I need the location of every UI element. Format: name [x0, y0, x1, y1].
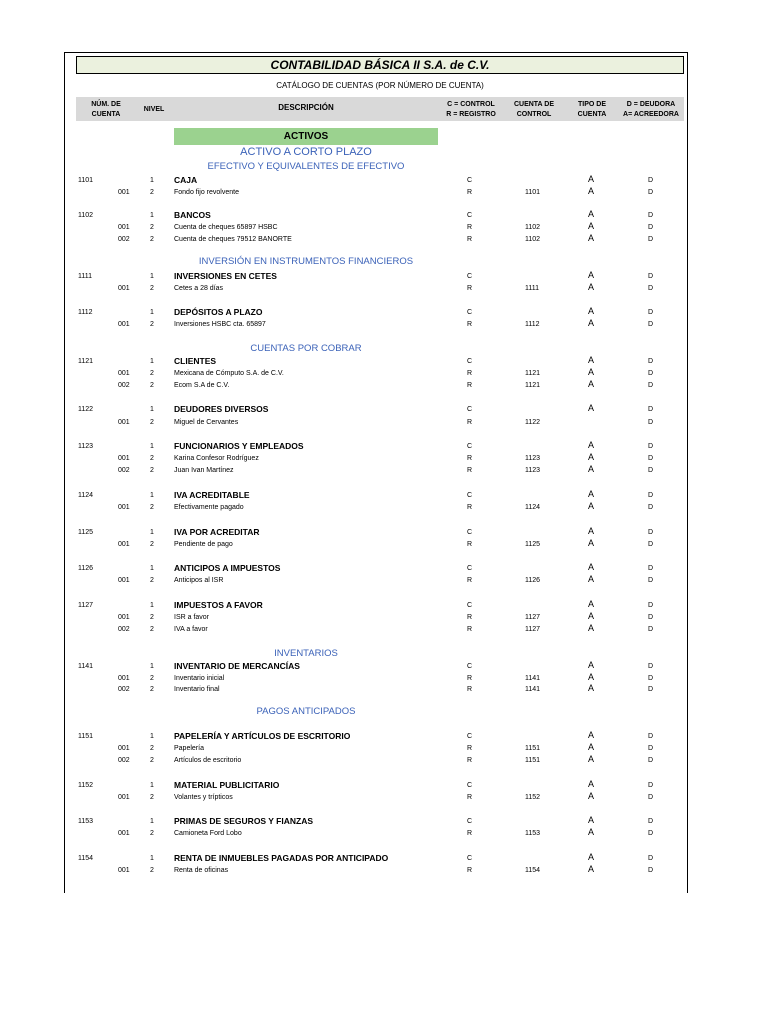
account-type: A: [588, 318, 595, 328]
account-description: BANCOS: [174, 210, 211, 220]
control-account: 1151: [525, 757, 541, 764]
account-description: IVA POR ACREDITAR: [174, 527, 260, 537]
control-registro: C: [467, 818, 473, 825]
account-type: A: [588, 852, 595, 862]
subaccount-number: 001: [118, 745, 130, 752]
account-level: 2: [150, 419, 154, 426]
account-type: A: [588, 379, 595, 389]
section-efectivo: EFECTIVO Y EQUIVALENTES DE EFECTIVO: [207, 161, 405, 172]
account-number: 1127: [78, 602, 94, 609]
subaccount-number: 002: [118, 686, 130, 693]
header-num-cuenta-line2: CUENTA: [91, 111, 121, 118]
account-level: 1: [150, 855, 154, 862]
subaccount-number: 002: [118, 382, 130, 389]
subaccount-number: 001: [118, 614, 130, 621]
account-level: 1: [150, 358, 154, 365]
subaccount-number: 001: [118, 830, 130, 837]
header-cr-line2: R = REGISTRO: [446, 111, 496, 118]
account-level: 1: [150, 565, 154, 572]
control-registro: R: [467, 455, 473, 462]
control-account: 1112: [525, 321, 540, 328]
deudora-acreedora: D: [648, 285, 654, 292]
account-level: 2: [150, 285, 154, 292]
account-description: CLIENTES: [174, 356, 217, 366]
account-description: IVA a favor: [174, 626, 208, 633]
control-registro: R: [467, 321, 473, 328]
company-title: CONTABILIDAD BÁSICA II S.A. de C.V.: [76, 56, 684, 74]
deudora-acreedora: D: [648, 455, 654, 462]
control-registro: C: [467, 212, 473, 219]
account-type: A: [588, 233, 595, 243]
header-cr-line1: C = CONTROL: [447, 101, 495, 108]
account-number: 1126: [78, 565, 94, 572]
account-level: 2: [150, 236, 154, 243]
account-description: Anticipos al ISR: [174, 577, 224, 584]
control-registro: R: [467, 675, 473, 682]
control-registro: R: [467, 686, 473, 693]
account-description: Inversiones HSBC cta. 65897: [174, 321, 266, 328]
deudora-acreedora: D: [648, 358, 654, 365]
deudora-acreedora: D: [648, 273, 654, 280]
control-registro: R: [467, 541, 473, 548]
account-number: 1141: [78, 663, 94, 670]
account-level: 2: [150, 867, 154, 874]
account-description: Miguel de Cervantes: [174, 419, 239, 426]
header-tipo-line1: TIPO DE: [577, 101, 606, 108]
account-number: 1125: [78, 529, 94, 536]
account-description: Efectivamente pagado: [174, 504, 244, 511]
subaccount-number: 002: [118, 757, 130, 764]
account-number: 1152: [78, 782, 94, 789]
account-type: A: [588, 562, 595, 572]
catalog-subtitle: CATÁLOGO DE CUENTAS (POR NÚMERO DE CUENTA): [276, 81, 484, 90]
account-number: 1151: [78, 733, 94, 740]
subaccount-number: 002: [118, 236, 130, 243]
account-number: 1153: [78, 818, 94, 825]
deudora-acreedora: D: [648, 443, 654, 450]
section-cuentas-cobrar: CUENTAS POR COBRAR: [250, 343, 362, 354]
control-registro: R: [467, 370, 473, 377]
control-account: 1123: [525, 467, 541, 474]
account-description: DEUDORES DIVERSOS: [174, 404, 269, 414]
deudora-acreedora: D: [648, 757, 654, 764]
section-inversion: INVERSIÓN EN INSTRUMENTOS FINANCIEROS: [198, 256, 414, 267]
deudora-acreedora: D: [648, 818, 654, 825]
account-level: 1: [150, 818, 154, 825]
control-registro: R: [467, 189, 473, 196]
control-account: 1101: [525, 189, 541, 196]
account-type: A: [588, 827, 595, 837]
account-type: A: [588, 672, 595, 682]
control-account: 1122: [525, 419, 541, 426]
deudora-acreedora: D: [648, 686, 654, 693]
account-level: 1: [150, 492, 154, 499]
account-level: 2: [150, 455, 154, 462]
control-registro: R: [467, 794, 473, 801]
control-registro: C: [467, 663, 473, 670]
control-account: 1141: [525, 675, 541, 682]
header-nivel: NIVEL: [143, 106, 165, 113]
account-description: Juan Ivan Martínez: [174, 467, 234, 474]
account-description: Renta de oficinas: [174, 867, 229, 874]
deudora-acreedora: D: [648, 867, 654, 874]
account-type: A: [588, 791, 595, 801]
account-type: A: [588, 574, 595, 584]
account-description: CAJA: [174, 175, 198, 185]
header-num-cuenta-line1: NÚM. DE: [91, 101, 121, 108]
control-registro: R: [467, 285, 473, 292]
deudora-acreedora: D: [648, 794, 654, 801]
account-type: A: [588, 730, 595, 740]
account-type: A: [588, 864, 595, 874]
account-description: Papelería: [174, 745, 204, 752]
control-registro: C: [467, 733, 473, 740]
control-registro: R: [467, 745, 473, 752]
header-control-registro: [440, 100, 502, 120]
catalog-sheet: [64, 52, 688, 893]
account-level: 2: [150, 467, 154, 474]
account-number: 1124: [78, 492, 94, 499]
control-account: 1121: [525, 382, 541, 389]
account-type: A: [588, 209, 595, 219]
subaccount-number: 001: [118, 419, 130, 426]
account-level: 2: [150, 321, 154, 328]
account-level: 1: [150, 733, 154, 740]
account-level: 1: [150, 273, 154, 280]
header-ctrl-line1: CUENTA DE: [513, 101, 555, 108]
account-description: Cuenta de cheques 65897 HSBC: [174, 224, 278, 231]
header-dd-line1: D = DEUDORA: [626, 101, 676, 108]
account-type: A: [588, 754, 595, 764]
account-number: 1102: [78, 212, 94, 219]
account-description: Artículos de escritorio: [174, 757, 242, 764]
account-level: 2: [150, 577, 154, 584]
account-type: A: [588, 186, 595, 196]
account-type: A: [588, 526, 595, 536]
account-description: PRIMAS DE SEGUROS Y FIANZAS: [174, 816, 314, 826]
account-description: Camioneta Ford Lobo: [174, 830, 242, 837]
control-registro: C: [467, 782, 473, 789]
account-type: A: [588, 221, 595, 231]
deudora-acreedora: D: [648, 577, 654, 584]
control-registro: R: [467, 504, 473, 511]
header-deudora-acreedora: [620, 100, 682, 120]
control-registro: R: [467, 236, 473, 243]
account-level: 1: [150, 309, 154, 316]
header-dd-line2: A= ACREEDORA: [623, 111, 679, 118]
control-account: 1124: [525, 504, 541, 511]
deudora-acreedora: D: [648, 602, 654, 609]
account-description: Cuenta de cheques 79512 BANORTE: [174, 236, 292, 243]
control-registro: C: [467, 273, 473, 280]
account-type: A: [588, 403, 595, 413]
section-pagos-anticipados: PAGOS ANTICIPADOS: [256, 706, 356, 717]
account-description: INVERSIONES EN CETES: [174, 271, 277, 281]
deudora-acreedora: D: [648, 419, 654, 426]
subaccount-number: 001: [118, 285, 130, 292]
account-level: 2: [150, 675, 154, 682]
deudora-acreedora: D: [648, 745, 654, 752]
deudora-acreedora: D: [648, 830, 654, 837]
deudora-acreedora: D: [648, 189, 654, 196]
account-level: 1: [150, 663, 154, 670]
subaccount-number: 001: [118, 455, 130, 462]
control-account: 1102: [525, 224, 541, 231]
control-registro: R: [467, 419, 473, 426]
account-level: 2: [150, 626, 154, 633]
deudora-acreedora: D: [648, 614, 654, 621]
account-type: A: [588, 611, 595, 621]
account-type: A: [588, 501, 595, 511]
account-description: ANTICIPOS A IMPUESTOS: [174, 563, 281, 573]
control-account: 1127: [525, 626, 541, 633]
subaccount-number: 001: [118, 370, 130, 377]
control-account: 1121: [525, 370, 541, 377]
account-level: 1: [150, 782, 154, 789]
deudora-acreedora: D: [648, 565, 654, 572]
account-type: A: [588, 623, 595, 633]
deudora-acreedora: D: [648, 212, 654, 219]
account-description: Karina Confesor Rodríguez: [174, 455, 259, 462]
account-level: 2: [150, 757, 154, 764]
deudora-acreedora: D: [648, 406, 654, 413]
deudora-acreedora: D: [648, 467, 654, 474]
account-description: Mexicana de Cómputo S.A. de C.V.: [174, 370, 284, 377]
account-description: Volantes y trípticos: [174, 794, 233, 801]
deudora-acreedora: D: [648, 236, 654, 243]
deudora-acreedora: D: [648, 855, 654, 862]
account-type: A: [588, 464, 595, 474]
subaccount-number: 001: [118, 541, 130, 548]
account-description: Cetes a 28 días: [174, 285, 224, 292]
account-type: A: [588, 452, 595, 462]
account-description: MATERIAL PUBLICITARIO: [174, 780, 280, 790]
control-registro: R: [467, 614, 473, 621]
subaccount-number: 002: [118, 626, 130, 633]
account-level: 2: [150, 830, 154, 837]
header-cuenta-control: [504, 100, 564, 120]
account-level: 1: [150, 212, 154, 219]
control-registro: R: [467, 867, 473, 874]
account-level: 2: [150, 224, 154, 231]
account-description: Pendiente de pago: [174, 541, 233, 548]
control-registro: C: [467, 309, 473, 316]
control-registro: R: [467, 382, 473, 389]
subaccount-number: 001: [118, 867, 130, 874]
control-registro: C: [467, 358, 473, 365]
deudora-acreedora: D: [648, 782, 654, 789]
deudora-acreedora: D: [648, 663, 654, 670]
account-description: IMPUESTOS A FAVOR: [174, 600, 263, 610]
account-level: 1: [150, 443, 154, 450]
subaccount-number: 001: [118, 577, 130, 584]
control-registro: C: [467, 443, 473, 450]
account-type: A: [588, 174, 595, 184]
deudora-acreedora: D: [648, 382, 654, 389]
subaccount-number: 002: [118, 467, 130, 474]
account-description: IVA ACREDITABLE: [174, 490, 250, 500]
control-registro: R: [467, 467, 473, 474]
control-registro: C: [467, 602, 473, 609]
control-account: 1153: [525, 830, 541, 837]
deudora-acreedora: D: [648, 541, 654, 548]
control-account: 1111: [525, 285, 540, 292]
control-registro: C: [467, 492, 473, 499]
deudora-acreedora: D: [648, 224, 654, 231]
account-type: A: [588, 538, 595, 548]
account-type: A: [588, 683, 595, 693]
account-level: 1: [150, 602, 154, 609]
deudora-acreedora: D: [648, 529, 654, 536]
subaccount-number: 001: [118, 794, 130, 801]
account-level: 2: [150, 614, 154, 621]
account-number: 1101: [78, 177, 94, 184]
account-number: 1122: [78, 406, 94, 413]
header-tipo-line2: CUENTA: [577, 111, 607, 118]
account-description: Inventario final: [174, 686, 220, 693]
account-type: A: [588, 270, 595, 280]
control-account: 1126: [525, 577, 541, 584]
deudora-acreedora: D: [648, 177, 654, 184]
control-account: 1151: [525, 745, 541, 752]
account-level: 2: [150, 382, 154, 389]
control-registro: C: [467, 177, 473, 184]
header-ctrl-line2: CONTROL: [516, 111, 552, 118]
account-level: 2: [150, 745, 154, 752]
header-num-cuenta: [78, 100, 134, 120]
account-type: A: [588, 282, 595, 292]
account-level: 1: [150, 406, 154, 413]
account-type: A: [588, 440, 595, 450]
control-registro: R: [467, 577, 473, 584]
control-account: 1154: [525, 867, 541, 874]
control-account: 1127: [525, 614, 541, 621]
control-account: 1102: [525, 236, 541, 243]
control-account: 1141: [525, 686, 541, 693]
control-registro: R: [467, 224, 473, 231]
control-account: 1123: [525, 455, 541, 462]
subaccount-number: 001: [118, 504, 130, 511]
account-type: A: [588, 660, 595, 670]
deudora-acreedora: D: [648, 504, 654, 511]
control-account: 1152: [525, 794, 541, 801]
account-description: INVENTARIO DE MERCANCÍAS: [174, 661, 300, 671]
control-registro: R: [467, 626, 473, 633]
deudora-acreedora: D: [648, 321, 654, 328]
account-type: A: [588, 599, 595, 609]
account-number: 1123: [78, 443, 94, 450]
subaccount-number: 001: [118, 675, 130, 682]
account-level: 1: [150, 177, 154, 184]
deudora-acreedora: D: [648, 492, 654, 499]
account-type: A: [588, 742, 595, 752]
account-level: 2: [150, 541, 154, 548]
control-registro: C: [467, 529, 473, 536]
account-level: 2: [150, 794, 154, 801]
control-registro: R: [467, 757, 473, 764]
deudora-acreedora: D: [648, 626, 654, 633]
section-corto-plazo: ACTIVO A CORTO PLAZO: [240, 146, 372, 158]
account-level: 2: [150, 504, 154, 511]
account-description: PAPELERÍA Y ARTÍCULOS DE ESCRITORIO: [174, 731, 351, 741]
deudora-acreedora: D: [648, 370, 654, 377]
account-description: Ecom S.A de C.V.: [174, 382, 230, 389]
account-type: A: [588, 355, 595, 365]
account-type: A: [588, 779, 595, 789]
deudora-acreedora: D: [648, 309, 654, 316]
control-registro: C: [467, 855, 473, 862]
section-inventarios: INVENTARIOS: [274, 648, 338, 659]
account-description: Fondo fijo revolvente: [174, 189, 239, 196]
account-description: Inventario inicial: [174, 675, 225, 682]
account-type: A: [588, 815, 595, 825]
account-number: 1111: [78, 273, 93, 280]
account-level: 2: [150, 370, 154, 377]
account-description: ISR a favor: [174, 614, 210, 621]
subaccount-number: 001: [118, 321, 130, 328]
account-level: 2: [150, 189, 154, 196]
account-type: A: [588, 367, 595, 377]
control-registro: C: [467, 565, 473, 572]
account-number: 1112: [78, 309, 93, 316]
account-type: A: [588, 489, 595, 499]
section-activos: ACTIVOS: [174, 128, 438, 145]
control-registro: C: [467, 406, 473, 413]
account-description: DEPÓSITOS A PLAZO: [174, 307, 263, 317]
account-description: FUNCIONARIOS Y EMPLEADOS: [174, 441, 304, 451]
control-registro: R: [467, 830, 473, 837]
deudora-acreedora: D: [648, 733, 654, 740]
account-level: 1: [150, 529, 154, 536]
account-number: 1121: [78, 358, 94, 365]
header-tipo-cuenta: [566, 100, 618, 120]
account-number: 1154: [78, 855, 94, 862]
account-description: RENTA DE INMUEBLES PAGADAS POR ANTICIPADO: [174, 853, 389, 863]
account-level: 2: [150, 686, 154, 693]
subaccount-number: 001: [118, 189, 130, 196]
control-account: 1125: [525, 541, 541, 548]
header-descripcion: DESCRIPCIÓN: [278, 103, 334, 112]
deudora-acreedora: D: [648, 675, 654, 682]
account-type: A: [588, 306, 595, 316]
subaccount-number: 001: [118, 224, 130, 231]
